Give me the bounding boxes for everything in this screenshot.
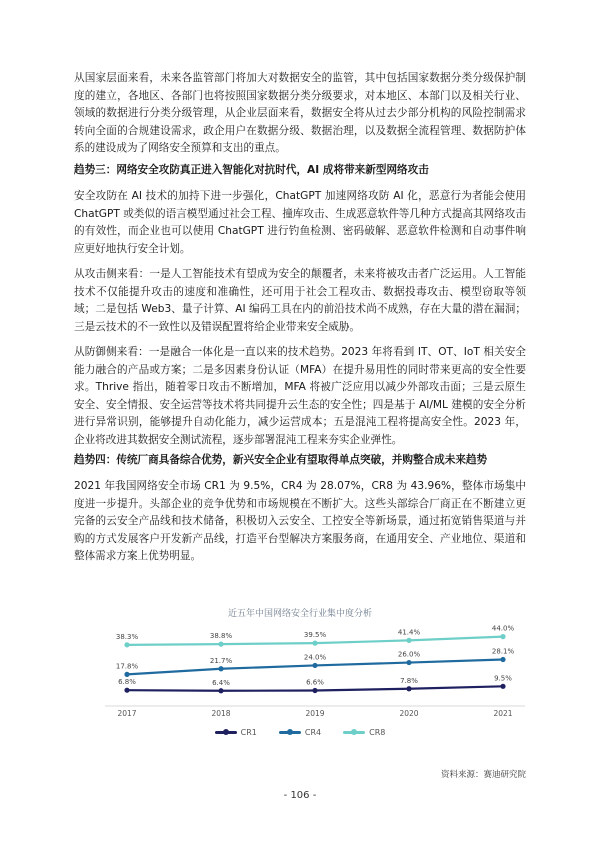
paragraph-market-concentration: 2021 年我国网络安全市场 CR1 为 9.5%，CR4 为 28.07%，CR8 为 43.96%，整体市场集中度进一步提升。头部企业的竞争优势和市场规模在不断扩大。这些头部综合厂商正在不断建立更完备的云安全产品线和技术储备，积极切入云安全、工控安全等新场景，通过拓宽销售渠道与并购的方式发展客户开发新产品线，打造平台型解决方案服务商，在通用安全、产业地位、渠道和整体需求方案上优势明显。 bbox=[74, 480, 526, 562]
paragraph-defense-side: 从防御侧来看：一是融合一体化是一直以来的技术趋势。2023 年将看到 IT、OT、IoT 相关安全能力融合的产品或方案；二是多因素身份认证（MFA）在提升易用性的同时带来更高的安全性要求。Thrive 指出，随着零日攻击不断增加，MFA 将被广泛应用以减少外部攻击面；三是云原生安全、安全情报、安全运营等技术将共同提升云生态的安全性；四是基于 AI/ML 建模的安全分析进行异常识别，能够提升自动化能力，减少运营成本；五是混沌工程将提高安全性。2023 年，企业将改进其数据安全测试流程，逐步部署混沌工程来夯实企业弹性。 bbox=[74, 346, 526, 446]
paragraph-data-regulation: 从国家层面来看，未来各监管部门将加大对数据安全的监管，其中包括国家数据分类分级保护制度的建立，各地区、各部门也将按照国家数据分类分级要求，对本地区、本部门以及相关行业、领域的数据进行分类分级管理，从企业层面来看，数据安全将从过去少部分机构的风险控制需求转向全面的合规建设需求，政企用户在数据分级、数据治理，以及数据全流程管理、数据防护体系的建设成为了网络安全预算和支出的重点。 bbox=[74, 72, 526, 154]
data-label-cr4: 26.0% bbox=[397, 650, 421, 659]
data-point-cr4 bbox=[124, 672, 129, 677]
data-point-cr8 bbox=[124, 642, 129, 647]
heading-trend-four: 趋势四：传统厂商具备综合优势，新兴安全企业有望取得单点突破，并购整合成未来趋势 bbox=[74, 454, 488, 466]
data-point-cr1 bbox=[218, 688, 223, 693]
data-label-cr8: 44.0% bbox=[491, 624, 515, 633]
x-tick-label: 2020 bbox=[399, 709, 419, 718]
data-point-cr1 bbox=[406, 686, 411, 691]
data-point-cr4 bbox=[312, 663, 317, 668]
legend-item-cr1 bbox=[215, 728, 257, 737]
data-label-cr8: 39.5% bbox=[303, 631, 327, 640]
x-tick-label: 2019 bbox=[305, 709, 325, 718]
legend-label: CR8 bbox=[369, 728, 386, 737]
data-label-cr8: 41.4% bbox=[397, 628, 421, 637]
page-number: - 106 - bbox=[283, 790, 317, 801]
data-point-cr8 bbox=[312, 641, 317, 646]
concentration-line-chart bbox=[105, 602, 525, 742]
x-tick-label: 2017 bbox=[117, 709, 137, 718]
data-label-cr4: 28.1% bbox=[491, 647, 515, 656]
paragraph-ai-attack-defense: 安全攻防在 AI 技术的加持下进一步强化，ChatGPT 加速网络攻防 AI 化，恶意行为者能会使用 ChatGPT 或类似的语言模型通过社会工程、撞库攻击、生成恶意软件等几种方式提高其网络攻击的有效性，而企业也可以使用 ChatGPT 进行钓鱼检测、密码破解、恶意软件检测和自动事件响应更好地执行安全计划。 bbox=[74, 190, 526, 255]
data-point-cr4 bbox=[406, 660, 411, 665]
legend-item-cr4 bbox=[279, 728, 321, 737]
data-label-cr1: 7.8% bbox=[400, 676, 418, 685]
data-label-cr8: 38.8% bbox=[209, 632, 233, 641]
legend-swatch bbox=[215, 731, 237, 734]
paragraph-attack-side: 从攻击侧来看：一是人工智能技术有望成为安全的颠覆者，未来将被攻击者广泛运用。人工智能技术不仅能提升攻击的速度和准确性，还可用于社会工程攻击、数据投毒攻击、模型窃取等领域；二是包括 Web3、量子计算、AI 编码工具在内的前沿技术尚不成熟，存在大量的潜在漏洞；三是云技术的不一致性以及错误配置将给企业带来安全威胁。 bbox=[74, 268, 526, 333]
data-point-cr8 bbox=[406, 638, 411, 643]
chart-legend bbox=[74, 728, 526, 737]
data-label-cr1: 6.6% bbox=[306, 678, 324, 687]
data-label-cr1: 9.5% bbox=[494, 674, 512, 683]
data-label-cr4: 17.8% bbox=[115, 662, 139, 671]
data-label-cr8: 38.3% bbox=[115, 632, 139, 641]
x-tick-label: 2018 bbox=[211, 709, 231, 718]
legend-label: CR1 bbox=[240, 728, 257, 737]
data-point-cr4 bbox=[500, 657, 505, 662]
data-label-cr1: 6.8% bbox=[118, 678, 136, 687]
heading-trend-three: 趋势三：网络安全攻防真正进入智能化对抗时代，AI 成将带来新型网络攻击 bbox=[74, 164, 429, 176]
data-label-cr4: 24.0% bbox=[303, 653, 327, 662]
data-point-cr1 bbox=[312, 688, 317, 693]
chart-title: 近五年中国网络安全行业集中度分析 bbox=[227, 609, 372, 619]
data-label-cr1: 6.4% bbox=[212, 678, 230, 687]
data-point-cr1 bbox=[124, 688, 129, 693]
data-point-cr8 bbox=[500, 634, 505, 639]
data-label-cr4: 21.7% bbox=[209, 656, 233, 665]
data-point-cr8 bbox=[218, 642, 223, 647]
data-point-cr4 bbox=[218, 666, 223, 671]
legend-swatch bbox=[343, 731, 365, 734]
legend-swatch bbox=[279, 731, 301, 734]
legend-item-cr8 bbox=[343, 728, 385, 737]
data-point-cr1 bbox=[500, 684, 505, 689]
source-note: 资料来源：赛迪研究院 bbox=[440, 770, 526, 780]
legend-label: CR4 bbox=[304, 728, 322, 737]
x-tick-label: 2021 bbox=[493, 709, 513, 718]
